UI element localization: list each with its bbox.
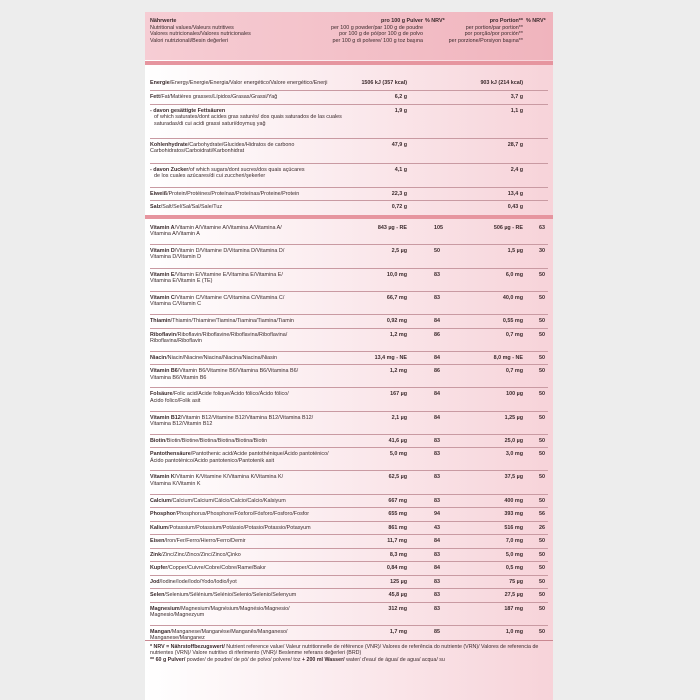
nutrient-translations-cont: of which saturates/dont acides gras saturés/ dos quais saturados de las cuales saturadas/di cui acidi grassi saturi/doymuş yağ	[154, 114, 342, 127]
header-label-line: Valores nutricionales/Valores nutricionales	[150, 31, 251, 38]
nutrient-translations: /Energy/Energie/Energia/Valor energético/Valore energético/Enerji	[169, 80, 328, 86]
nutrient-translations: /Vitamin E/Vitamine E/Vitamina E/Vitamina E/	[174, 271, 283, 278]
row-divider	[150, 328, 548, 329]
value-per-portion: 8,0 mg - NE	[493, 354, 523, 361]
value-per-100g: 5,0 mg	[389, 451, 407, 458]
value-per-100g: 8,3 mg	[389, 551, 407, 558]
nrv-footnote: * NRV = Nährstoffbezugswert/ Nutrient reference value/ Valeur nutritionnelle de référence (VNR)/ Valores de referência do nutriente (VRN)/ Valores de referencia de nutrientes (VRN)/ Valore nutritivo di riferimento (VNR)/ Beslenme referans değerleri (BRD)	[150, 644, 539, 657]
footnotes	[150, 644, 548, 663]
nutrient-name: Jod	[150, 578, 160, 585]
value-per-portion: 7,0 mg	[505, 538, 523, 545]
nutrient-name: Salz	[150, 204, 161, 210]
nrv-per-100g: 83	[434, 474, 440, 481]
table-end-line	[145, 640, 553, 641]
value-per-100g: 667 mg	[388, 497, 407, 504]
nutrient-name: Niacin	[150, 354, 167, 361]
nutrient-name: Vitamin A	[150, 224, 175, 231]
row-divider	[150, 602, 548, 603]
value-per-100g: 66,7 mg	[386, 294, 407, 301]
row-divider	[150, 104, 548, 105]
value-per-portion: 28,7 g	[507, 142, 523, 148]
value-per-portion: 516 mg	[504, 524, 523, 531]
nrv-per-100g: 83	[434, 497, 440, 504]
nutrient-translations-cont: Magnesio/Magnezyum	[150, 612, 205, 619]
nrv-per-100g: 84	[434, 354, 440, 361]
nrv-per-100g: 83	[434, 605, 440, 612]
value-per-100g: 1506 kJ (357 kcal)	[361, 80, 407, 86]
nrv-per-portion: 50	[539, 565, 545, 572]
nutrient-name: Vitamin C	[150, 294, 175, 301]
value-per-100g: 0,72 g	[391, 204, 407, 210]
value-per-100g: 1,9 g	[394, 108, 407, 114]
value-per-portion: 0,55 mg	[502, 318, 523, 325]
nrv-per-100g: 86	[434, 368, 440, 375]
nutrient-name: Vitamin B6	[150, 368, 178, 375]
row-divider	[150, 200, 548, 201]
nutrient-name: Calcium	[150, 497, 171, 504]
nutrient-label	[150, 225, 282, 231]
nrv-per-portion: 50	[539, 497, 545, 504]
value-per-100g: 0,84 mg	[386, 565, 407, 572]
value-per-portion: 3,0 mg	[505, 451, 523, 458]
nutrient-translations-cont: Vitamina B12/Vitamin B12	[150, 421, 213, 428]
value-per-100g: 4,1 g	[394, 167, 407, 173]
nutrient-label	[150, 511, 309, 517]
value-per-portion: 0,7 mg	[505, 368, 523, 375]
nutrient-translations: /Biotin/Biotine/Biotina/Biotina/Biotina/Biotin	[165, 437, 268, 444]
row-divider	[150, 411, 548, 412]
value-per-portion: 1,25 µg	[504, 414, 523, 421]
value-per-portion: 187 mg	[504, 605, 523, 612]
nutrient-label	[150, 332, 287, 338]
row-divider	[150, 187, 548, 188]
nrv-per-portion: 50	[539, 474, 545, 481]
nrv-per-100g: 83	[434, 294, 440, 301]
nrv-per-portion: 50	[539, 592, 545, 599]
nrv-per-portion: 56	[539, 511, 545, 518]
header-portion-line: per portion/par portion**	[465, 24, 523, 31]
nutrient-translations: /Potassium/Potassium/Potássio/Potasio/Potassio/Potasyum	[167, 524, 311, 531]
nutrient-translations-cont: Vitamina C/Vitamin C	[150, 301, 202, 308]
nutrient-translations: /Magnesium/Magnésium/Magnésio/Magnesio/	[179, 605, 290, 612]
nutrient-translations: /Riboflavin/Riboflavine/Riboflavina/Riboflavina/	[176, 331, 288, 338]
nutrient-label	[150, 108, 225, 114]
nrv-per-100g: 84	[434, 414, 440, 421]
value-per-portion: 6,0 mg	[505, 271, 523, 278]
nutrient-name: Fett	[150, 94, 160, 100]
row-divider	[150, 364, 548, 365]
row-divider	[150, 291, 548, 292]
nutrient-label	[150, 204, 222, 210]
nutrient-translations-cont: Ácido pantoténico/Acido pantotenico/Pantotenik asit	[150, 457, 275, 464]
nrv-per-portion: 50	[539, 578, 545, 585]
nrv-per-100g: 50	[434, 247, 440, 254]
header-nrv-1: % NRV*	[425, 18, 445, 24]
value-per-portion: 400 mg	[504, 497, 523, 504]
row-divider	[150, 314, 548, 315]
nutrient-translations: /Niacin/Niacine/Niacina/Niacina/Niacina/Niasin	[166, 354, 278, 361]
header-portion-line: pro Portion**	[489, 18, 523, 24]
nutrient-label	[150, 167, 305, 173]
nrv-per-100g: 85	[434, 628, 440, 635]
nutrient-translations: /Calcium/Calcium/Cálcio/Calcio/Calcio/Kalsiyum	[170, 497, 286, 504]
value-per-100g: 1,7 mg	[389, 628, 407, 635]
nutrient-label	[150, 191, 299, 197]
header-per100-line: per 100 g powder/par 100 g de poudre	[330, 24, 423, 31]
value-per-100g: 861 mg	[388, 524, 407, 531]
header-label-line: Nährwerte	[150, 18, 177, 24]
nutrient-name: Kupfer	[150, 565, 168, 572]
nutrient-translations: /Vitamin C/Vitamine C/Vitamina C/Vitamina C/	[174, 294, 285, 301]
nutrient-name: Eiweiß	[150, 191, 168, 197]
value-per-portion: 5,0 mg	[505, 551, 523, 558]
value-per-portion: 27,5 µg	[504, 592, 523, 599]
nutrient-translations: /Manganese/Manganèse/Manganês/Manganeso/	[170, 628, 288, 635]
nutrient-label	[150, 94, 277, 100]
nrv-per-100g: 105	[434, 224, 443, 231]
value-per-100g: 22,3 g	[391, 191, 407, 197]
row-divider	[150, 470, 548, 471]
row-divider	[150, 507, 548, 508]
nrv-per-100g: 43	[434, 524, 440, 531]
nrv-per-portion: 50	[539, 538, 545, 545]
nrv-per-portion: 63	[539, 224, 545, 231]
nutrient-name: Vitamin K	[150, 474, 175, 481]
nutrient-translations: /Vitamin K/Vitamine K/Vitamina K/Vitamina K/	[174, 474, 284, 481]
nrv-per-portion: 50	[539, 628, 545, 635]
nutrient-label	[150, 552, 241, 558]
header-per100-line: pro 100 g Pulver	[381, 18, 423, 24]
nutrient-name: Folsäure	[150, 391, 173, 398]
row-divider	[150, 625, 548, 626]
value-per-100g: 2,5 µg	[391, 247, 407, 254]
nutrient-translations: /Iodine/Iode/Iodo/Yodo/Iodio/İyot	[159, 578, 237, 585]
row-divider	[150, 561, 548, 562]
row-divider	[150, 534, 548, 535]
nutrient-name: Eisen	[150, 538, 165, 545]
row-divider	[150, 163, 548, 164]
value-per-100g: 45,8 µg	[388, 592, 407, 599]
nutrient-label	[150, 629, 288, 635]
value-per-100g: 167 µg	[390, 391, 407, 398]
header-per100-line: por 100 g de pó/por 100 g de polvo	[339, 31, 423, 38]
nutrient-name: Vitamin E	[150, 271, 175, 278]
nutrient-translations-cont: Vitamina K/Vitamin K	[150, 480, 201, 487]
row-divider	[150, 351, 548, 352]
nrv-per-portion: 50	[539, 354, 545, 361]
nutrient-name: Magnesium	[150, 605, 180, 612]
nutrient-label	[150, 579, 237, 585]
nrv-per-100g: 83	[434, 592, 440, 599]
nrv-per-portion: 50	[539, 318, 545, 325]
value-per-portion: 506 µg - RE	[493, 224, 523, 231]
nutrient-name: Kohlenhydrate	[150, 142, 188, 148]
header-label-line: Nutritional values/Valeurs nutritives	[150, 24, 234, 31]
nutrient-name: - davon Zucker	[150, 167, 189, 173]
nutrient-translations: /Zinc/Zinc/Zinco/Zinc/Zinco/Çinko	[161, 551, 241, 558]
value-per-100g: 655 mg	[388, 511, 407, 518]
nrv-per-portion: 50	[539, 605, 545, 612]
nrv-per-100g: 86	[434, 331, 440, 338]
nutrient-label	[150, 474, 283, 480]
nutrient-translations: /Thiamin/Thiamine/Tiamina/Tiamina/Tiamina/Tiamin	[170, 318, 294, 325]
row-divider	[150, 244, 548, 245]
nutrient-translations-cont: Manganese/Manganez	[150, 635, 205, 642]
nutrient-translations: /Fat/Matières grasses/Lípidos/Grasas/Grassi/Yağ	[159, 94, 278, 100]
row-divider	[150, 268, 548, 269]
value-per-portion: 0,5 mg	[505, 565, 523, 572]
nrv-per-portion: 50	[539, 294, 545, 301]
nutrient-translations: /of which sugars/dont sucres/dos quais açúcares	[188, 167, 305, 173]
value-per-100g: 312 mg	[388, 605, 407, 612]
portion-footnote: ** 60 g Pulver/ powder/ de poudre/ de pó/ de polvo/ polvere/ toz + 200 ml Wasser/ water/ d'eau/ de água/ de agua/ acqua/ su	[150, 656, 445, 663]
nrv-per-portion: 50	[539, 437, 545, 444]
nutrient-name: Phosphor	[150, 511, 176, 518]
value-per-portion: 393 mg	[504, 511, 523, 518]
value-per-portion: 0,7 mg	[505, 331, 523, 338]
nutrient-translations: /Pantothenic acid/Acide pantothénique/Ácido pantoténico/	[190, 451, 329, 458]
value-per-100g: 125 µg	[390, 578, 407, 585]
nutrient-translations: /Carbohydrate/Glucides/Hidratos de carbono	[187, 142, 295, 148]
nutrient-label	[150, 538, 246, 544]
value-per-100g: 0,92 mg	[386, 318, 407, 325]
nrv-per-portion: 50	[539, 391, 545, 398]
nutrient-name: Vitamin D	[150, 247, 175, 254]
nutrient-name: Energie	[150, 80, 170, 86]
nrv-per-100g: 83	[434, 437, 440, 444]
value-per-100g: 6,2 g	[394, 94, 407, 100]
row-divider	[150, 90, 548, 91]
row-divider	[150, 434, 548, 435]
row-divider	[150, 588, 548, 589]
nrv-per-100g: 84	[434, 538, 440, 545]
header-per100-line: per 100 g di polvere/ 100 g toz başına	[332, 37, 423, 44]
row-divider	[150, 387, 548, 388]
nutrient-translations-cont: Acido folico/Folik asit	[150, 397, 201, 404]
nrv-per-100g: 84	[434, 565, 440, 572]
header-portion-line: por porção/por porción**	[464, 31, 523, 38]
nrv-per-portion: 50	[539, 368, 545, 375]
nutrient-translations-cont: Riboflavina/Riboflavin	[150, 338, 202, 345]
nrv-per-portion: 26	[539, 524, 545, 531]
nutrient-label	[150, 295, 284, 301]
nutrient-label	[150, 565, 266, 571]
value-per-100g: 1,2 mg	[389, 331, 407, 338]
nrv-per-100g: 84	[434, 391, 440, 398]
value-per-portion: 1,0 mg	[505, 628, 523, 635]
nutrient-label	[150, 368, 298, 374]
value-per-portion: 37,5 µg	[504, 474, 523, 481]
value-per-100g: 2,1 µg	[391, 414, 407, 421]
nutrient-translations: /Vitamin B6/Vitamine B6/Vitamina B6/Vitamina B6/	[177, 368, 299, 375]
nutrient-translations: /Phosphorus/Phosphore/Fósforo/Fósforo/Fosforo/Fosfor	[175, 511, 310, 518]
row-divider	[150, 138, 548, 139]
nutrient-name: Mangan	[150, 628, 171, 635]
value-per-100g: 10,0 mg	[386, 271, 407, 278]
nrv-per-portion: 50	[539, 451, 545, 458]
nutrient-translations: /Protein/Protéines/Proteínas/Proteínas/Proteine/Protein	[167, 191, 300, 197]
nutrient-translations: /Vitamin B12/Vitamine B12/Vitamina B12/Vitamina B12/	[180, 414, 314, 421]
nutrient-label	[150, 248, 284, 254]
value-per-portion: 1,1 g	[510, 108, 523, 114]
value-per-100g: 843 µg - RE	[377, 224, 407, 231]
nutrient-name: Pantothensäure	[150, 451, 191, 458]
nrv-per-portion: 50	[539, 331, 545, 338]
nutrient-label	[150, 142, 294, 148]
nutrient-translations-cont: Vitamina B6/Vitamin B6	[150, 374, 207, 381]
nutrient-name: Zink	[150, 551, 162, 558]
row-divider	[150, 494, 548, 495]
header-divider	[145, 61, 553, 65]
value-per-100g: 1,2 mg	[389, 368, 407, 375]
value-per-100g: 47,9 g	[391, 142, 407, 148]
value-per-portion: 13,4 g	[507, 191, 523, 197]
nutrient-label	[150, 592, 296, 598]
header-label-line: Valori nutrizionali/Besin değerleri	[150, 37, 229, 44]
nrv-per-100g: 83	[434, 551, 440, 558]
value-per-100g: 13,4 mg - NE	[374, 354, 407, 361]
nrv-per-portion: 50	[539, 551, 545, 558]
nutrient-name: Riboflavin	[150, 331, 177, 338]
value-per-100g: 41,6 µg	[388, 437, 407, 444]
value-per-portion: 3,7 g	[510, 94, 523, 100]
nutrient-translations: /Copper/Cuivre/Cobre/Cobre/Rame/Bakır	[167, 565, 266, 572]
nutrient-label	[150, 498, 286, 504]
nutrient-translations: /Salt/Sel/Sal/Sal/Sale/Tuz	[160, 204, 223, 210]
value-per-portion: 75 µg	[509, 578, 523, 585]
nrv-per-portion: 50	[539, 271, 545, 278]
value-per-100g: 11,7 mg	[387, 538, 407, 545]
nutrient-name: Vitamin B12	[150, 414, 181, 421]
nrv-per-portion: 50	[539, 414, 545, 421]
nutrient-translations-cont: Vitamina A/Vitamin A	[150, 230, 200, 237]
nutrient-name: Selen	[150, 592, 165, 599]
nutrient-label	[150, 438, 267, 444]
nutrient-translations: /Folic acid/Acide folique/Ácido fólico/Ácido fólico/	[172, 391, 289, 398]
nutrient-translations: /Vitamin A/Vitamine A/Vitamina A/Vitamina A/	[174, 224, 282, 231]
nutrient-translations-cont: Vitamina E/Vitamin E (TE)	[150, 278, 213, 285]
value-per-portion: 2,4 g	[510, 167, 523, 173]
nutrient-translations: /Selenium/Sélénium/Selénio/Selenio/Selenio/Selenyum	[164, 592, 297, 599]
value-per-portion: 100 µg	[506, 391, 523, 398]
nutrient-name: Biotin	[150, 437, 166, 444]
nutrient-name: - davon gesättigte Fettsäuren	[150, 108, 226, 114]
nutrient-translations-cont: Vitamina D/Vitamin D	[150, 254, 202, 261]
nutrition-label	[145, 12, 553, 700]
nutrient-label	[150, 272, 283, 278]
nrv-per-100g: 83	[434, 578, 440, 585]
nutrient-label	[150, 606, 290, 612]
value-per-portion: 903 kJ (214 kcal)	[480, 80, 523, 86]
value-per-portion: 0,43 g	[507, 204, 523, 210]
nutrient-label	[150, 318, 294, 324]
nutrient-name: Thiamin	[150, 318, 171, 325]
header-nrv-2: % NRV*	[526, 18, 546, 24]
value-per-portion: 40,0 mg	[502, 294, 523, 301]
row-divider	[150, 575, 548, 576]
nutrient-translations: /Vitamin D/Vitamine D/Vitamina D/Vitamina D/	[174, 247, 285, 254]
row-divider	[150, 447, 548, 448]
nrv-per-100g: 83	[434, 271, 440, 278]
nutrient-translations-cont: Carbohidratos/Carboidrati/Karbonhidrat	[150, 148, 245, 155]
nutrient-name: Kalium	[150, 524, 168, 531]
nrv-per-portion: 30	[539, 247, 545, 254]
nutrient-translations: /Iron/Fer/Ferro/Hierro/Ferro/Demir	[164, 538, 246, 545]
nrv-per-100g: 84	[434, 318, 440, 325]
value-per-portion: 25,0 µg	[504, 437, 523, 444]
nutrient-label	[150, 391, 289, 397]
value-per-portion: 1,5 µg	[507, 247, 523, 254]
row-divider	[150, 521, 548, 522]
nrv-per-100g: 94	[434, 511, 440, 518]
section-divider	[145, 215, 553, 219]
value-per-100g: 62,5 µg	[388, 474, 407, 481]
row-divider	[150, 548, 548, 549]
header-portion-line: per porzione/Porsiyon başına**	[448, 37, 523, 44]
nutrient-label	[150, 355, 277, 361]
nrv-per-100g: 83	[434, 451, 440, 458]
nutrient-translations-cont: de los cuales azúcares/di cui zuccheri/şekerler	[154, 173, 266, 180]
